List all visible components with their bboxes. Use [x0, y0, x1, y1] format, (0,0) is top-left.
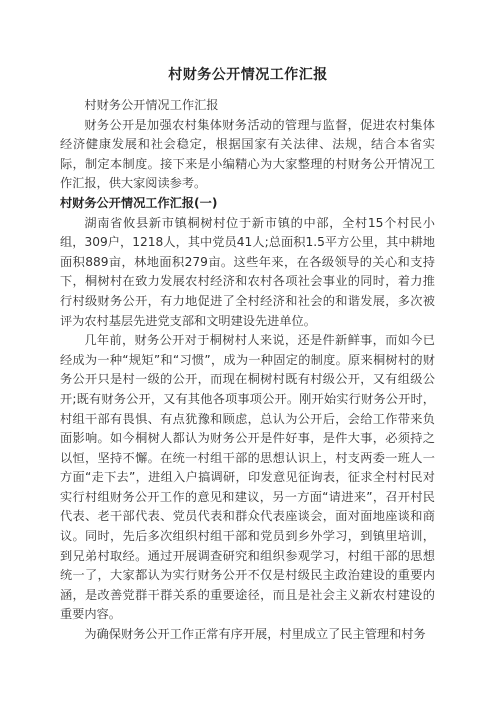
- section-heading: 村财务公开情况工作汇报(一): [60, 195, 218, 210]
- body-paragraph: 几年前，财务公开对于桐树村人来说，还是件新鲜事，而如今已经成为一种“规矩”和“习惯”，成为一种固定的制度。原来桐树村的财务公开只是村一级的公开，而现在桐树村既有村级公开，又有组级公开;既有财务公开，又有其他各项事项公开。刚开始实行财务公开时，村组干部有畏惧、有点犹豫和顾虑，总认为公开后，会给工作带来负面影响。如今桐树人都认为财务公开是件好事，是件大事，必须持之以恒，坚持不懈。在统一村组干部的思想认识上，村支两委一班人一方面“走下去”，进组入户搞调研，印发意见征询表，征求全村村民对实行村组财务公开工作的意见和建议，另一方面“请进来”，召开村民代表、老干部代表、党员代表和群众代表座谈会，面对面地座谈和商议。同时，先后多次组织村组干部和党员到乡外学习，到镇里培训，到兄弟村取经。通过开展调查研究和组织参观学习，村组干部的思想统一了，大家都认为实行财务公开不仅是村级民主政治建设的重要内涵，是改善党群干群关系的重要途径，而且是社会主义新农村建设的重要内容。: [60, 333, 435, 622]
- document-title: 村财务公开情况工作汇报: [168, 67, 328, 83]
- body-paragraph: 财务公开是加强农村集体财务活动的管理与监督，促进农村集体经济健康发展和社会稳定，根据国家有关法律、法规，结合本省实际，制定本制度。接下来是小编精心为大家整理的村财务公开情况工作汇报，供大家阅读参考。: [60, 117, 435, 191]
- body-paragraph: 湖南省攸县新市镇桐树村位于新市镇的中部，全村15个村民小组，309户，1218人，其中党员41人;总面积1.5平方公里，其中耕地面积889亩，林地面积279亩。这些年来，在各级领导的关心和支持下，桐树村在致力发展农村经济和农村各项社会事业的同时，着力推行村级财务公开，有力地促进了全村经济和社会的和谐发展，多次被评为农村基层先进党支部和文明建设先进单位。: [60, 215, 435, 328]
- body-paragraph: 村财务公开情况工作汇报: [84, 98, 219, 112]
- body-paragraph: 为确保财务公开工作正常有序开展，村里成立了民主管理和村务: [84, 627, 426, 642]
- document-body: [60, 96, 435, 645]
